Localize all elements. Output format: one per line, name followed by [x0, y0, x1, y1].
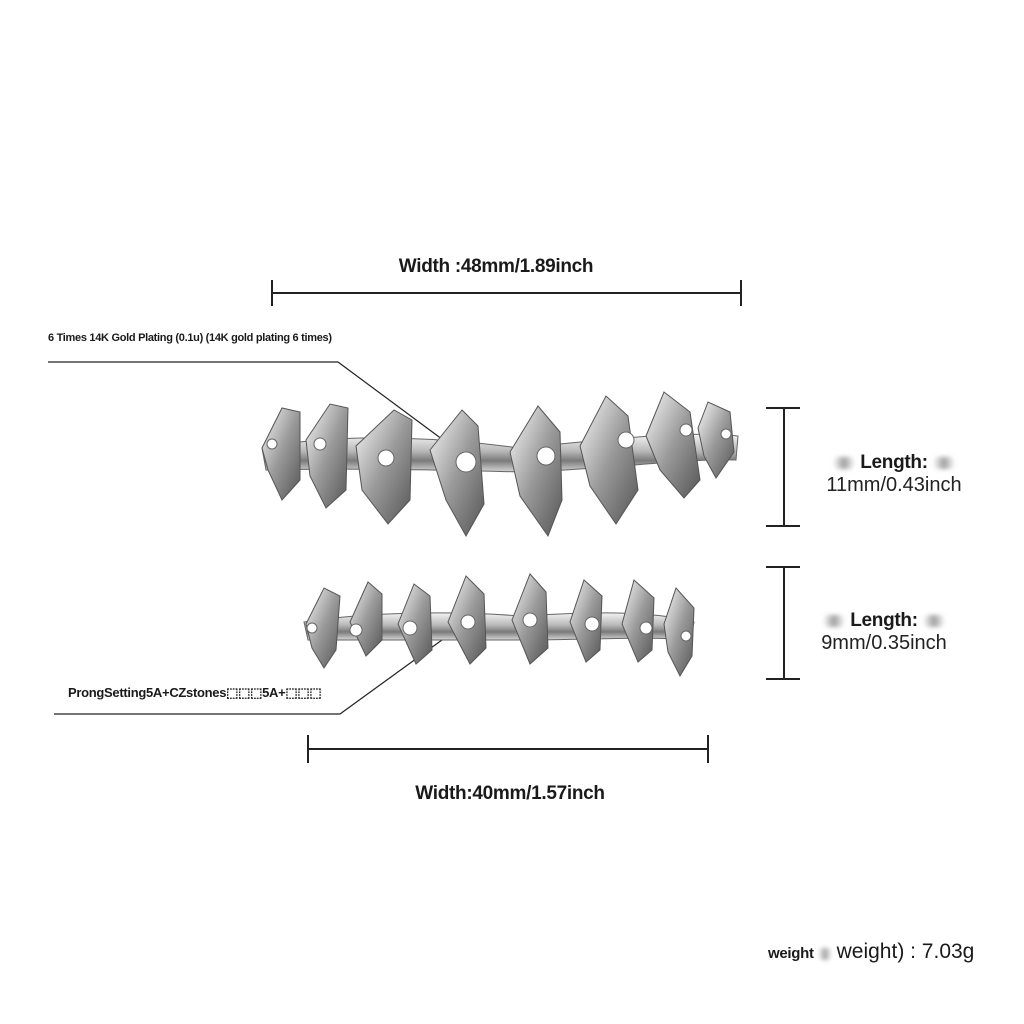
blur-mark: [933, 457, 955, 469]
top-width-label: Width :48mm/1.89inch: [398, 256, 594, 277]
top-length-title: Length:: [860, 452, 928, 473]
weight-value: weight) : 7.03g: [836, 940, 975, 963]
top-length-value: 11mm/0.43inch: [826, 474, 962, 496]
bottom-length-line: [783, 567, 785, 679]
blur-mark: [823, 615, 845, 627]
blur-mark: [923, 615, 945, 627]
top-length-tick-top: [766, 407, 800, 409]
bottom-length-value: 9mm/0.35inch: [821, 632, 947, 654]
stones-callout-label: ProngSetting5A+CZstones⬚⬚⬚5A+⬚⬚⬚: [68, 685, 322, 700]
bottom-width-label: Width:40mm/1.57inch: [415, 783, 605, 804]
weight-label: weight: [768, 945, 814, 962]
bottom-width-tick-right: [707, 735, 709, 763]
plating-callout-label: 6 Times 14K Gold Plating (0.1u) (14K gold plating 6 times): [48, 332, 332, 344]
bottom-length-label-block: [794, 610, 974, 655]
top-length-line: [783, 408, 785, 526]
bottom-width-line: [308, 748, 708, 750]
bottom-length-tick-top: [766, 566, 800, 568]
bottom-width-tick-left: [307, 735, 309, 763]
top-length-tick-bottom: [766, 525, 800, 527]
bottom-length-title: Length:: [850, 610, 918, 631]
top-length-label-block: [804, 452, 984, 497]
weight-row: [768, 940, 974, 964]
blur-mark: [818, 948, 832, 960]
blur-mark: [833, 457, 855, 469]
bottom-length-tick-bottom: [766, 678, 800, 680]
